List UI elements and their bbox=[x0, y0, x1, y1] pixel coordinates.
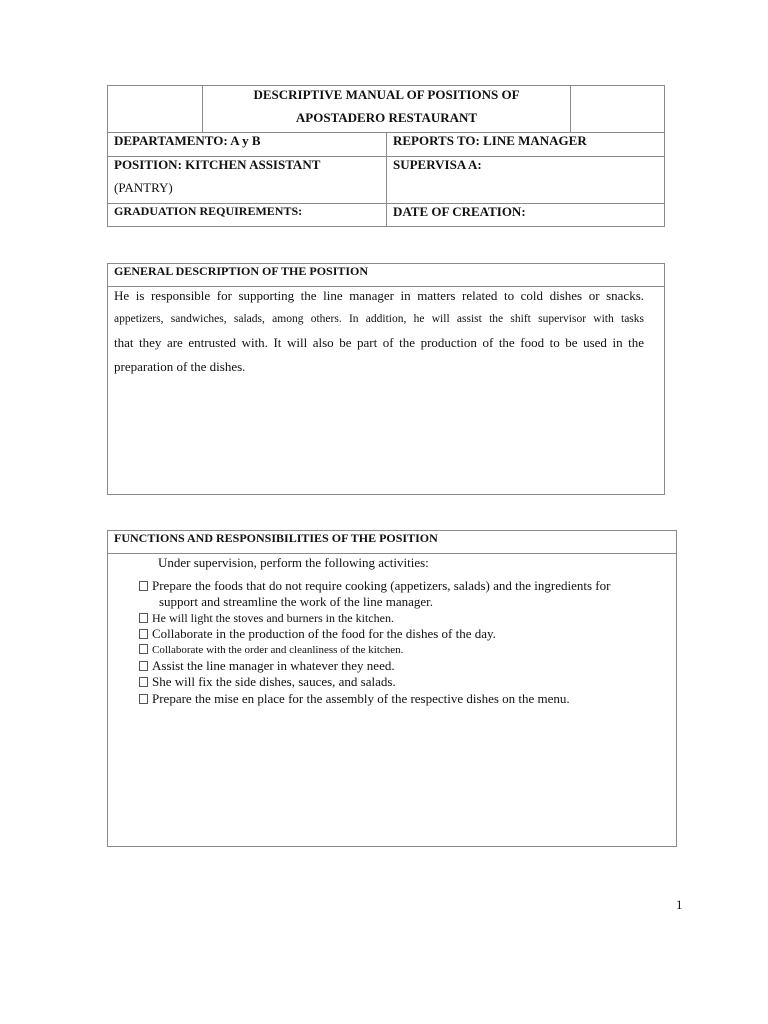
document-title-line-2: APOSTADERO RESTAURANT bbox=[295, 110, 478, 125]
graduation-requirements-label: GRADUATION REQUIREMENTS: bbox=[114, 204, 303, 218]
page-number: 1 bbox=[676, 897, 683, 912]
bullet-icon bbox=[139, 629, 148, 639]
reports-to-label: REPORTS TO: LINE MANAGER bbox=[393, 133, 587, 148]
general-description-line: that they are entrusted with. It will also be part of the production of the food to be used in the bbox=[114, 335, 644, 350]
general-description-line: preparation of the dishes. bbox=[114, 358, 246, 374]
functions-intro: Under supervision, perform the following activities: bbox=[158, 555, 429, 570]
department-label: DEPARTAMENTO: A y B bbox=[114, 133, 261, 148]
function-item: Prepare the mise en place for the assembly of the respective dishes on the menu. bbox=[139, 691, 570, 707]
bullet-icon bbox=[139, 613, 148, 623]
function-item-continuation: support and streamline the work of the line manager. bbox=[159, 594, 434, 609]
general-description-line: He is responsible for supporting the line manager in matters related to cold dishes or snacks. bbox=[114, 288, 644, 303]
bullet-icon bbox=[139, 644, 148, 654]
function-item: She will fix the side dishes, sauces, and salads. bbox=[139, 674, 396, 690]
bullet-icon bbox=[139, 677, 148, 687]
position-sublabel: (PANTRY) bbox=[114, 180, 173, 195]
functions-heading: FUNCTIONS AND RESPONSIBILITIES OF THE POSITION bbox=[114, 531, 438, 545]
position-label: POSITION: KITCHEN ASSISTANT bbox=[114, 157, 321, 172]
function-item: He will light the stoves and burners in the kitchen. bbox=[139, 611, 394, 626]
function-item: Assist the line manager in whatever they need. bbox=[139, 658, 395, 674]
function-item: Collaborate in the production of the food for the dishes of the day. bbox=[139, 626, 496, 642]
document-title-line-1: DESCRIPTIVE MANUAL OF POSITIONS OF bbox=[253, 87, 520, 102]
function-item: Collaborate with the order and cleanliness of the kitchen. bbox=[139, 644, 403, 656]
general-description-heading: GENERAL DESCRIPTION OF THE POSITION bbox=[114, 264, 369, 278]
bullet-icon bbox=[139, 694, 148, 704]
function-item: Prepare the foods that do not require cooking (appetizers, salads) and the ingredients for bbox=[139, 578, 610, 594]
bullet-icon bbox=[139, 661, 148, 671]
supervises-label: SUPERVISA A: bbox=[393, 157, 482, 172]
general-description-line: appetizers, sandwiches, salads, among others. In addition, he will assist the shift supervisor with tasks bbox=[114, 312, 644, 325]
general-description-text bbox=[114, 284, 644, 378]
date-of-creation-label: DATE OF CREATION: bbox=[393, 204, 526, 219]
bullet-icon bbox=[139, 581, 148, 591]
